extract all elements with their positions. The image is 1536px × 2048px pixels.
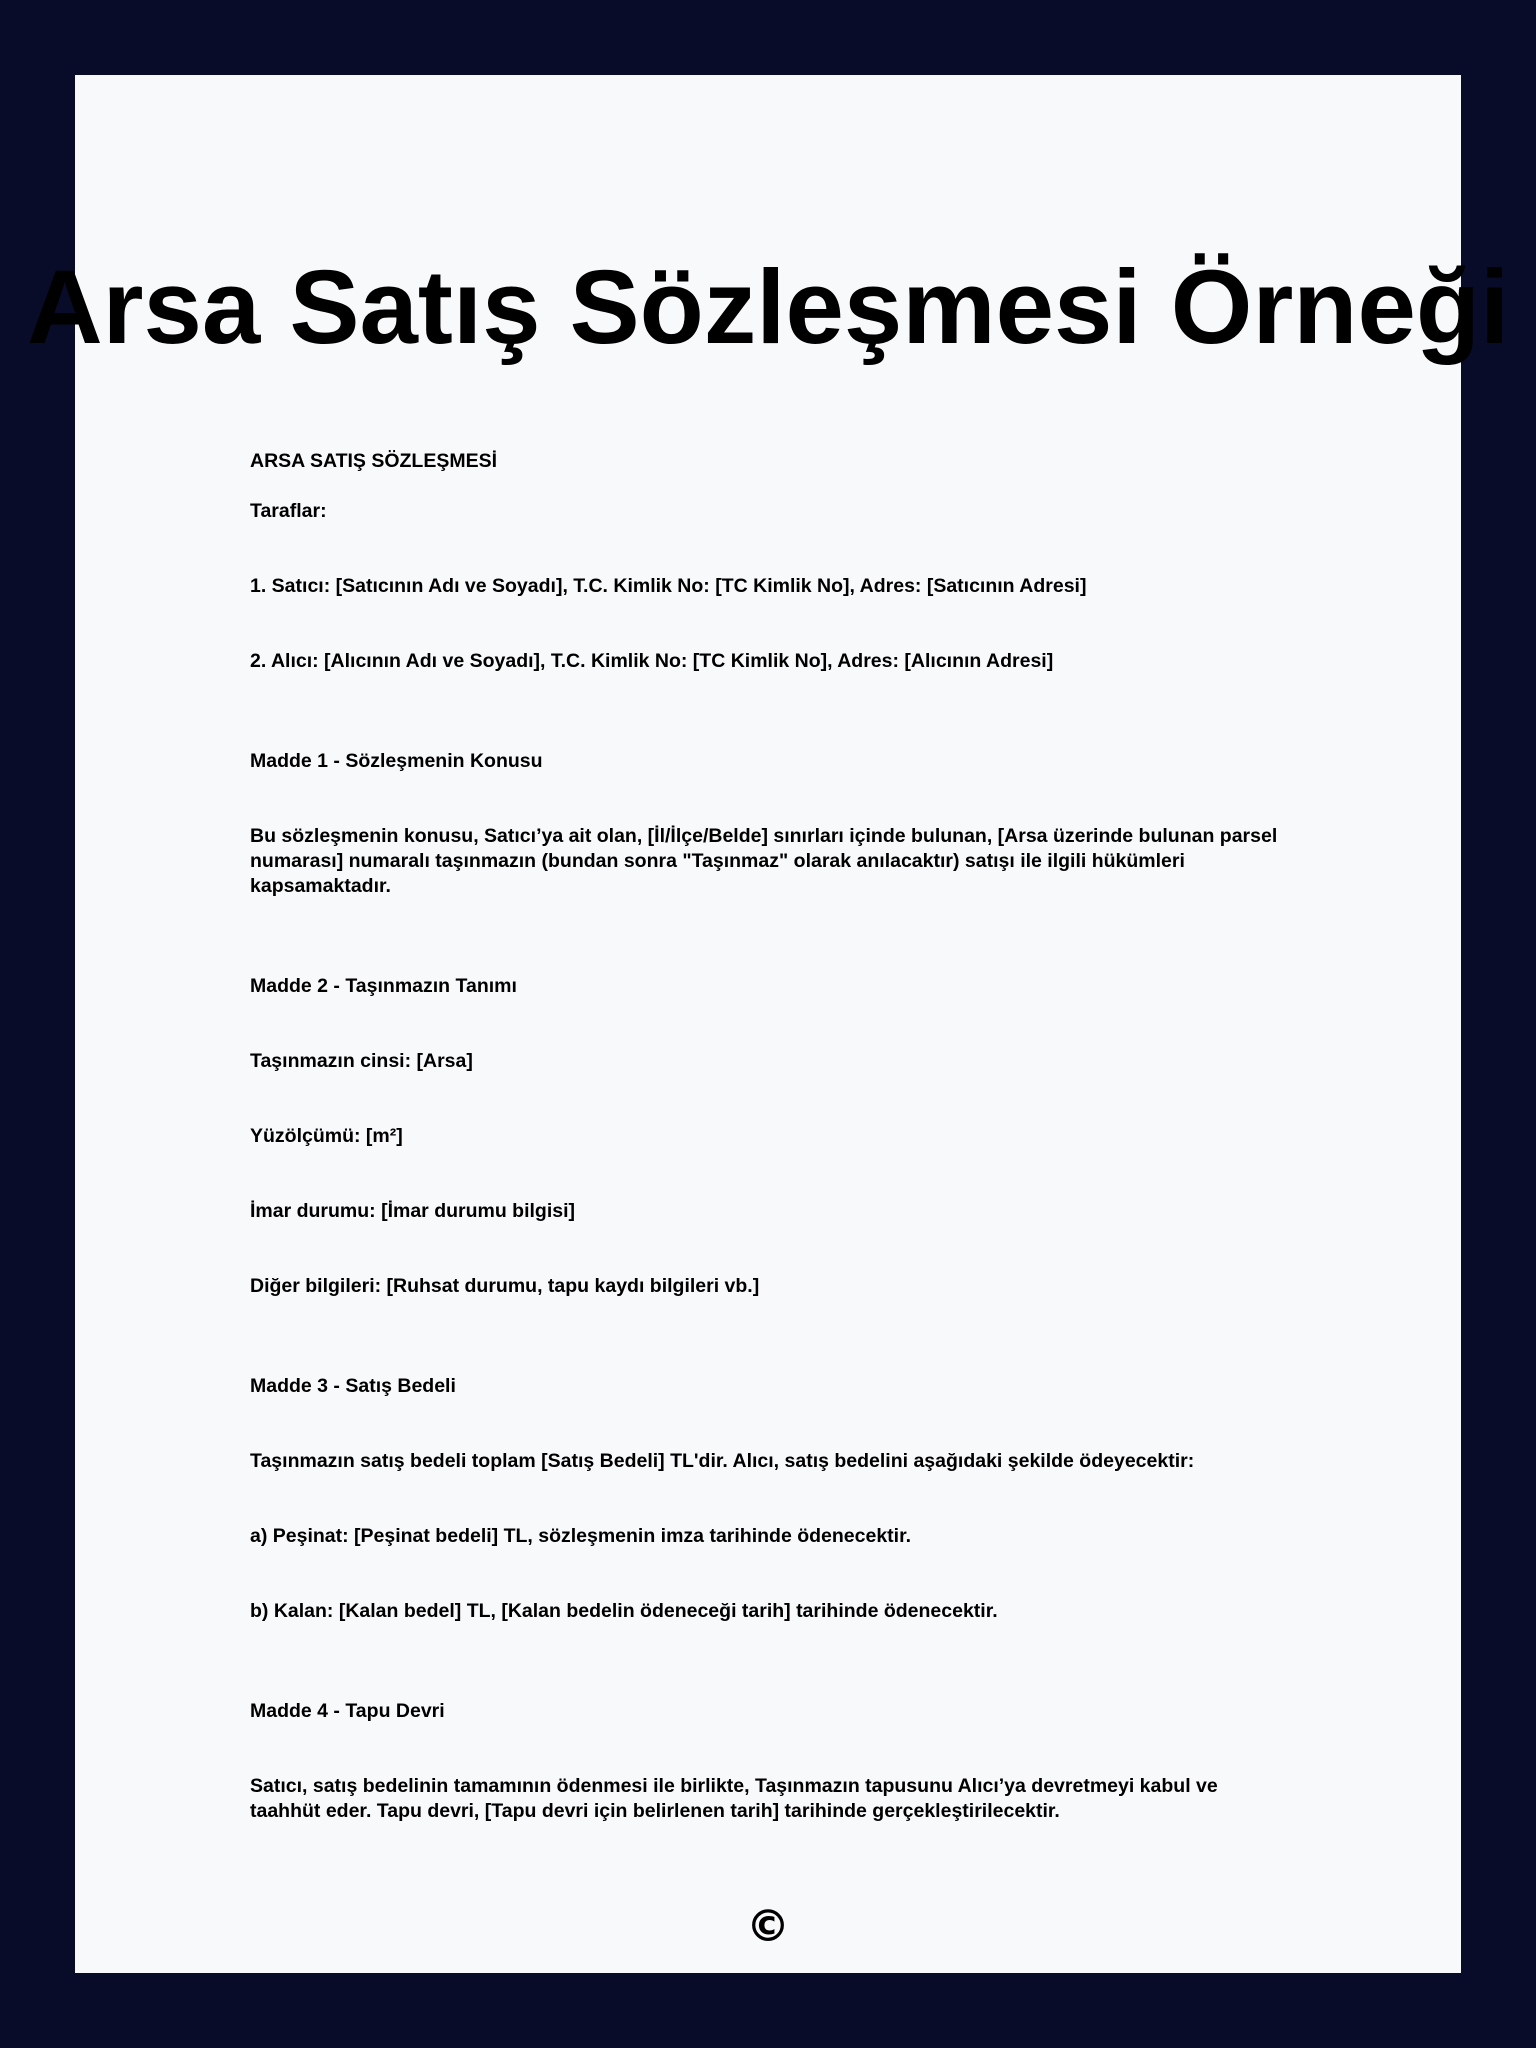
- contract-heading: ARSA SATIŞ SÖZLEŞMESİ: [250, 450, 498, 472]
- article-1-title: Madde 1 - Sözleşmenin Konusu: [250, 750, 543, 772]
- parties-label: Taraflar:: [250, 500, 327, 522]
- article-2-area: Yüzölçümü: [m²]: [250, 1125, 403, 1147]
- article-3-item-b: b) Kalan: [Kalan bedel] TL, [Kalan bedelin ödeneceği tarih] tarihinde ödenecektir.: [250, 1600, 998, 1622]
- article-4-text: Satıcı, satış bedelinin tamamının ödenmesi ile birlikte, Taşınmazın tapusunu Alıcı’ya devretmeyi kabul ve taahhüt eder. Tapu devri, [Tapu devri için belirlenen tarih] tarihinde gerçekleştirilecektir.: [250, 1775, 1218, 1822]
- party-seller: 1. Satıcı: [Satıcının Adı ve Soyadı], T.C. Kimlik No: [TC Kimlik No], Adres: [Satıcının Adresi]: [250, 575, 1087, 597]
- article-1-text: Bu sözleşmenin konusu, Satıcı’ya ait olan, [İl/İlçe/Belde] sınırları içinde bulunan, [Arsa üzerinde bulunan parsel numarası] numaralı taşınmazın (bundan sonra "Taşınmaz" olarak anılacaktır) satışı ile ilgili hükümleri kapsamaktadır.: [250, 825, 1278, 897]
- article-2-type: Taşınmazın cinsi: [Arsa]: [250, 1050, 473, 1072]
- article-4-title: Madde 4 - Tapu Devri: [250, 1700, 445, 1722]
- article-2-zoning: İmar durumu: [İmar durumu bilgisi]: [250, 1200, 576, 1222]
- article-3-title: Madde 3 - Satış Bedeli: [250, 1375, 456, 1397]
- article-3-text: Taşınmazın satış bedeli toplam [Satış Bedeli] TL'dir. Alıcı, satış bedelini aşağıdaki şekilde ödeyecektir:: [250, 1450, 1195, 1472]
- party-buyer: 2. Alıcı: [Alıcının Adı ve Soyadı], T.C. Kimlik No: [TC Kimlik No], Adres: [Alıcının Adresi]: [250, 650, 1054, 672]
- article-3-item-a: a) Peşinat: [Peşinat bedeli] TL, sözleşmenin imza tarihinde ödenecektir.: [250, 1525, 912, 1547]
- article-2-other: Diğer bilgileri: [Ruhsat durumu, tapu kaydı bilgileri vb.]: [250, 1275, 760, 1297]
- article-2-title: Madde 2 - Taşınmazın Tanımı: [250, 975, 517, 997]
- copyright-icon: ©: [746, 1901, 790, 1952]
- page-title: Arsa Satış Sözleşmesi Örneği: [26, 249, 1510, 366]
